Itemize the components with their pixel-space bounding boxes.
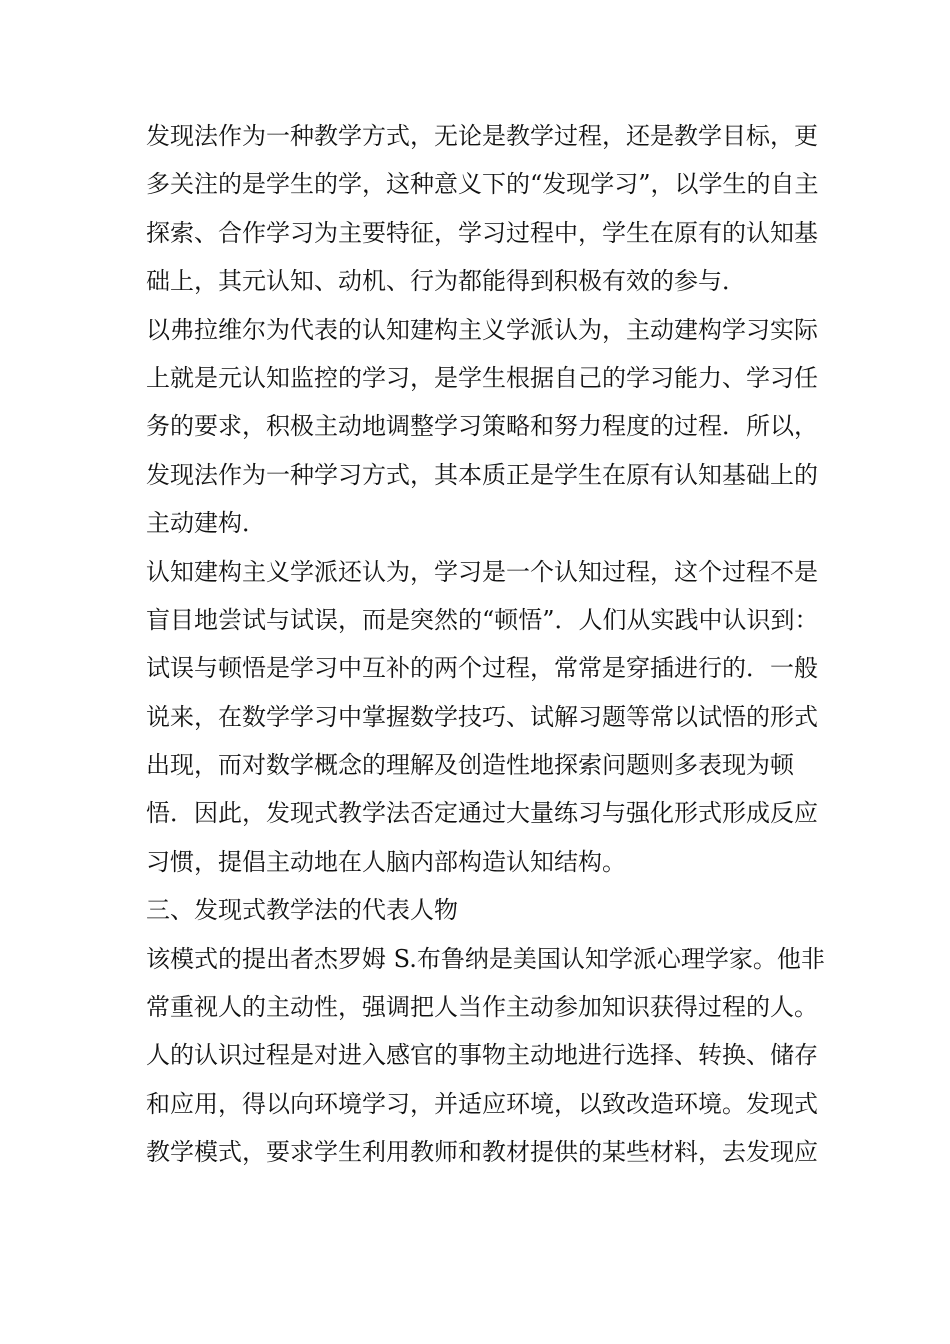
text-line: 和应用，得以向环境学习，并适应环境，以致改造环境。发现式	[146, 1089, 818, 1118]
text-line: 认知建构主义学派还认为，学习是一个认知过程，这个过程不是	[146, 557, 818, 586]
text-line: 发现法作为一种教学方式，无论是教学过程，还是教学目标，更	[146, 122, 818, 150]
text-line: 常重视人的主动性，强调把人当作主动参加知识获得过程的人。	[146, 993, 818, 1022]
text-line: 习惯，提倡主动地在人脑内部构造认知结构。	[146, 847, 626, 876]
text-line: 主动建构．	[146, 509, 266, 538]
text-line: 说来，在数学学习中掌握数学技巧、试解习题等常以试悟的形式	[146, 702, 818, 731]
text-line: 以弗拉维尔为代表的认知建构主义学派认为，主动建构学习实际	[146, 315, 818, 344]
text-line: 务的要求，积极主动地调整学习策略和努力程度的过程．所以，	[146, 412, 818, 441]
text-line: 人的认识过程是对进入感官的事物主动地进行选择、转换、储存	[146, 1041, 818, 1070]
text-line: 上就是元认知监控的学习，是学生根据自己的学习能力、学习任	[146, 363, 818, 392]
text-line: 悟．因此，发现式教学法否定通过大量练习与强化形式形成反应	[146, 799, 818, 828]
text-line: 出现，而对数学概念的理解及创造性地探索问题则多表现为顿	[146, 751, 794, 780]
text-line: 多关注的是学生的学，这种意义下的“发现学习”，以学生的自主	[146, 170, 819, 199]
text-line: 探索、合作学习为主要特征，学习过程中，学生在原有的认知基	[146, 218, 818, 247]
text-line: 该模式的提出者杰罗姆 S.布鲁纳是美国认知学派心理学家。他非	[146, 944, 825, 973]
section-heading: 三、发现式教学法的代表人物	[146, 896, 458, 925]
text-line: 教学模式，要求学生利用教师和教材提供的某些材料，去发现应	[146, 1138, 818, 1167]
text-line: 试误与顿悟是学习中互补的两个过程，常常是穿插进行的．一般	[146, 654, 818, 683]
text-line: 础上，其元认知、动机、行为都能得到积极有效的参与．	[146, 267, 746, 296]
body-text	[146, 112, 825, 1177]
text-line: 发现法作为一种学习方式，其本质正是学生在原有认知基础上的	[146, 460, 818, 489]
text-line: 盲目地尝试与试误，而是突然的“顿悟”．人们从实践中认识到：	[146, 605, 819, 634]
